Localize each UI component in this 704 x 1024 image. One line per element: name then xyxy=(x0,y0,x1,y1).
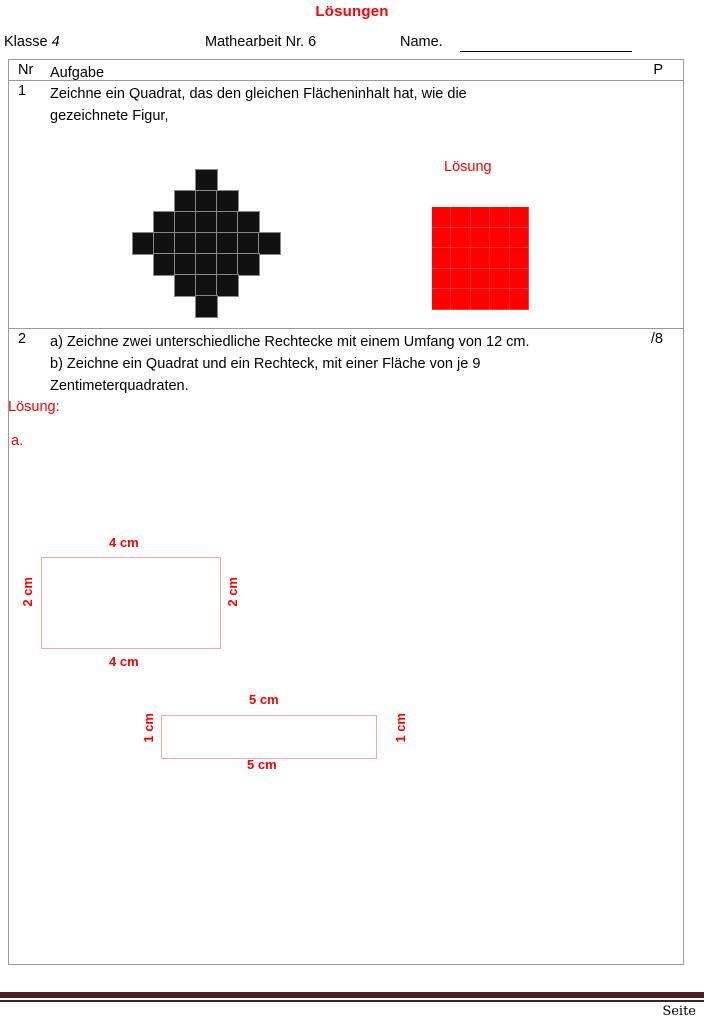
figure-cell xyxy=(196,254,217,275)
solution-square-cell xyxy=(432,207,451,228)
dimension-label-bottom-4cm: 4 cm xyxy=(109,654,139,669)
solution-square-red xyxy=(432,207,529,310)
figure-cell xyxy=(175,254,196,275)
figure-cell xyxy=(133,233,154,254)
solution-square-cell xyxy=(510,228,529,249)
figure-cell xyxy=(217,275,238,296)
figure-cell xyxy=(175,275,196,296)
solution-square-cell xyxy=(471,228,490,249)
task-number-1: 1 xyxy=(18,83,27,99)
solution-square-cell xyxy=(432,228,451,249)
figure-cell xyxy=(196,296,217,317)
page-title: Lösungen xyxy=(315,3,389,20)
task-2-line-b-cont: Zentimeterquadraten. xyxy=(50,378,189,394)
figure-cell xyxy=(217,191,238,212)
figure-cell xyxy=(217,254,238,275)
solution-square-cell xyxy=(490,207,509,228)
figure-cell xyxy=(238,254,259,275)
klasse-value: 4 xyxy=(51,34,60,50)
figure-cell xyxy=(196,212,217,233)
figure-cell xyxy=(259,233,280,254)
rectangle-outline-4x2 xyxy=(41,557,221,649)
solution-square-cell xyxy=(490,289,509,310)
task-2-line-a: a) Zeichne zwei unterschiedliche Rechtecke mit einem Umfang von 12 cm. xyxy=(50,334,530,350)
solution-square-cell xyxy=(471,207,490,228)
figure-cell xyxy=(154,254,175,275)
exam-title: Mathearbeit Nr. 6 xyxy=(205,34,317,50)
column-header-nr: Nr xyxy=(18,62,34,78)
solution-square-cell xyxy=(451,269,470,290)
task-number-2: 2 xyxy=(18,331,27,347)
solution-part-a-label: a. xyxy=(11,433,24,449)
task-1-line-2: gezeichnete Figur, xyxy=(50,108,169,124)
rectangle-outline-5x1 xyxy=(161,715,377,759)
solution-label-task1: Lösung xyxy=(444,159,492,175)
table-row xyxy=(9,81,683,329)
figure-cell xyxy=(175,212,196,233)
solution-square-cell xyxy=(490,248,509,269)
klasse-label xyxy=(4,34,60,50)
task-table xyxy=(8,59,684,965)
solution-square-cell xyxy=(451,228,470,249)
solution-square-cell xyxy=(490,228,509,249)
header-info-row xyxy=(0,34,704,56)
figure-cell xyxy=(196,191,217,212)
task-2-line-b: b) Zeichne ein Quadrat und ein Rechteck, mit einer Fläche von je 9 xyxy=(50,356,481,372)
solution-square-cell xyxy=(451,248,470,269)
solution-square-cell xyxy=(451,289,470,310)
figure-cell xyxy=(238,233,259,254)
solution-square-cell xyxy=(510,248,529,269)
solution-label-task2: Lösung: xyxy=(8,399,60,415)
solution-square-cell xyxy=(471,269,490,290)
footer-page-label: Seite xyxy=(662,1004,696,1019)
figure-cell xyxy=(238,212,259,233)
column-header-points: P xyxy=(653,62,663,78)
figure-cell xyxy=(154,212,175,233)
task-text-2 xyxy=(50,331,623,397)
solution-square-cell xyxy=(490,269,509,290)
solution-square-cell xyxy=(510,207,529,228)
dimension-label-right-1cm: 1 cm xyxy=(393,713,408,743)
figure-cell xyxy=(217,233,238,254)
task-text-1 xyxy=(50,83,623,127)
footer-rule-thin xyxy=(0,1000,704,1002)
dimension-label-right-2cm: 2 cm xyxy=(225,577,240,607)
solution-square-cell xyxy=(432,248,451,269)
task-2-points: /8 xyxy=(650,331,663,347)
solution-square-cell xyxy=(451,207,470,228)
column-header-aufgabe: Aufgabe xyxy=(50,65,105,81)
dimension-label-top-5cm: 5 cm xyxy=(249,692,279,707)
solution-square-cell xyxy=(432,269,451,290)
table-row xyxy=(9,329,683,964)
figure-cell xyxy=(175,191,196,212)
solution-square-cell xyxy=(471,289,490,310)
solution-square-cell xyxy=(432,289,451,310)
table-header-row xyxy=(9,60,683,81)
figure-cell xyxy=(196,170,217,191)
task-1-line-1: Zeichne ein Quadrat, das den gleichen Flächeninhalt hat, wie die xyxy=(50,86,467,102)
name-write-in-line[interactable] xyxy=(460,51,632,52)
solution-square-cell xyxy=(471,248,490,269)
klasse-label-text: Klasse xyxy=(4,34,52,50)
pixel-figure-diamond xyxy=(133,170,280,317)
name-label: Name. xyxy=(400,34,443,50)
solution-square-cell xyxy=(510,269,529,290)
dimension-label-left-1cm: 1 cm xyxy=(141,713,156,743)
figure-cell xyxy=(196,233,217,254)
figure-cell xyxy=(175,233,196,254)
dimension-label-top-4cm: 4 cm xyxy=(109,535,139,550)
dimension-label-bottom-5cm: 5 cm xyxy=(247,757,277,772)
figure-cell xyxy=(196,275,217,296)
figure-cell xyxy=(217,212,238,233)
solution-square-cell xyxy=(510,289,529,310)
figure-cell xyxy=(154,233,175,254)
dimension-label-left-2cm: 2 cm xyxy=(20,577,35,607)
footer-rule-thick xyxy=(0,992,704,998)
